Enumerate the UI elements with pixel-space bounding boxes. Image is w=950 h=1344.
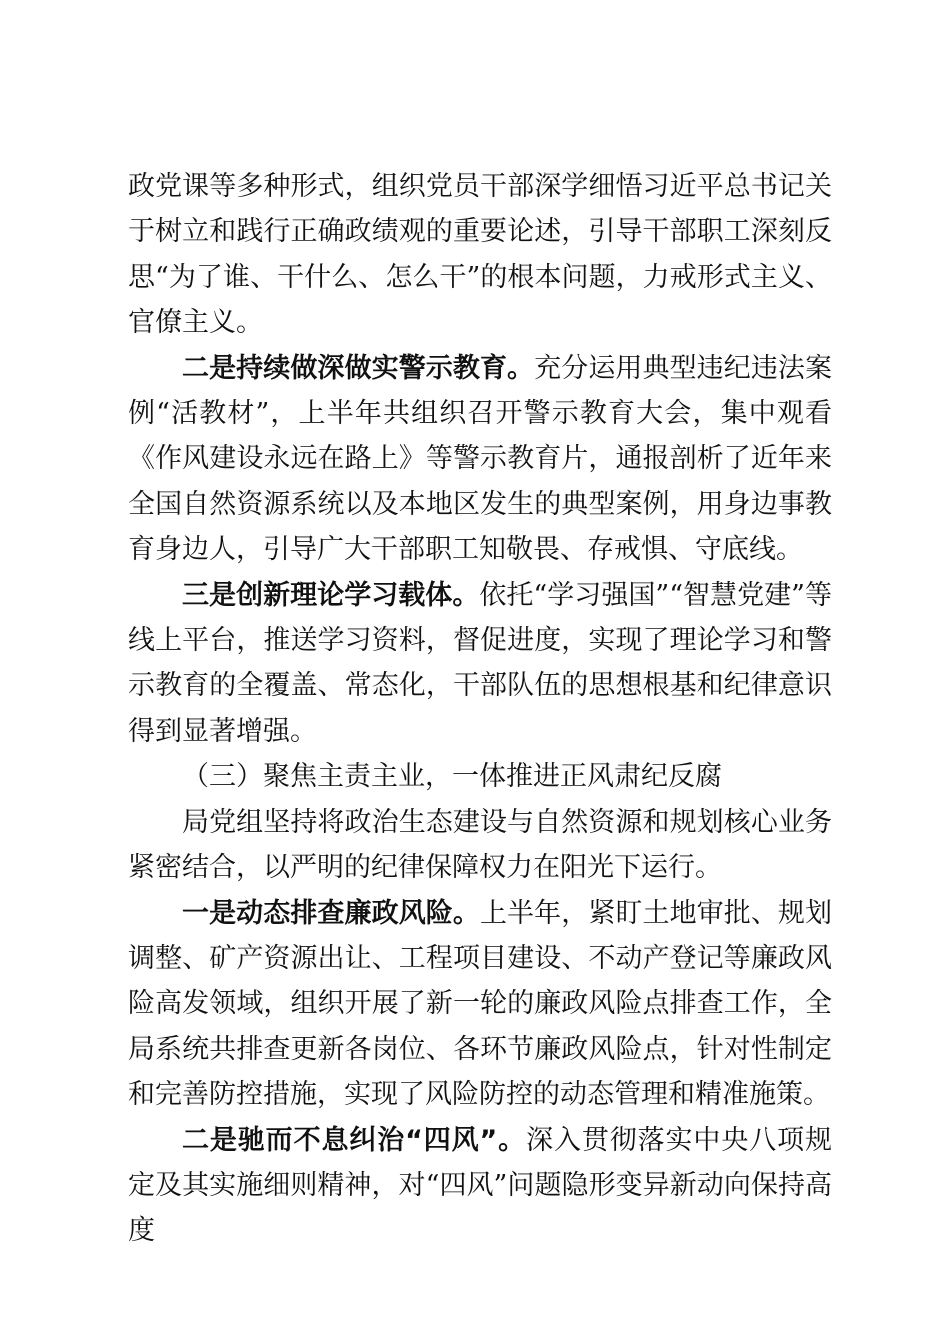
paragraph-lead: 二是持续做深做实警示教育。: [182, 352, 535, 384]
document-page: [128, 164, 832, 1254]
paragraph-text: 上半年，紧盯土地审批、规划调整、矿产资源出让、工程项目建设、不动产登记等廉政风险高发领域，组织开展了新一轮的廉政风险点排查工作，全局系统共排查更新各岗位、各环节廉政风险点，针对性制定和完善防控措施，实现了风险防控的动态管理和精准施策。: [128, 897, 833, 1111]
paragraph-intro: [128, 800, 832, 891]
section-heading: [128, 754, 832, 799]
paragraph-lead: 二是驰而不息纠治“四风”。: [182, 1124, 527, 1156]
paragraph-warning-education: [128, 346, 832, 573]
paragraph-text: 充分运用典型违纪违法案例“活教材”，上半年共组织召开警示教育大会，集中观看《作风建设永远在路上》等警示教育片，通报剖析了近年来全国自然资源系统以及本地区发生的典型案例，用身边事教育身边人，引导广大干部职工知敬畏、存戒惧、守底线。: [128, 352, 833, 566]
paragraph-four-winds: [128, 1118, 832, 1254]
paragraph-text: 深入贯彻落实中央八项规定及其实施细则精神，对“四风”问题隐形变异新动向保持高度: [128, 1124, 832, 1247]
paragraph-text: 局党组坚持将政治生态建设与自然资源和规划核心业务紧密结合，以严明的纪律保障权力在阳光下运行。: [128, 806, 832, 884]
paragraph-text: 依托“学习强国”“智慧党建”等线上平台，推送学习资料，督促进度，实现了理论学习和警示教育的全覆盖、常态化，干部队伍的思想根基和纪律意识得到显著增强。: [128, 579, 832, 747]
paragraph-risk-check: [128, 891, 832, 1118]
paragraph-text: 政党课等多种形式，组织党员干部深学细悟习近平总书记关于树立和践行正确政绩观的重要论述，引导干部职工深刻反思“为了谁、干什么、怎么干”的根本问题，力戒形式主义、官僚主义。: [128, 171, 832, 339]
paragraph-learning-carrier: [128, 573, 832, 755]
paragraph-continuation: [128, 164, 832, 346]
section-heading-text: （三）聚焦主责主业，一体推进正风肃纪反腐: [182, 761, 722, 793]
paragraph-lead: 三是创新理论学习载体。: [182, 579, 480, 611]
paragraph-lead: 一是动态排查廉政风险。: [182, 897, 480, 929]
